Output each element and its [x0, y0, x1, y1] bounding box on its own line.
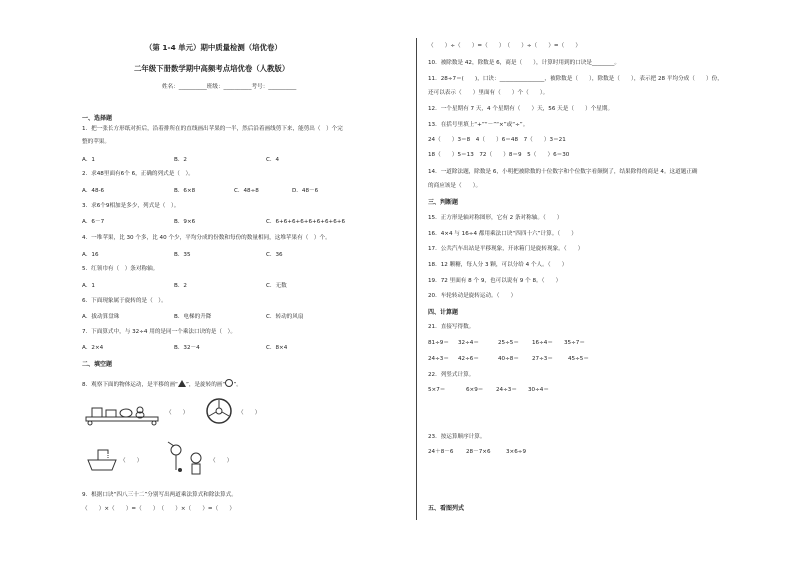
paper-title: （第 1-4 单元）期中质量检测（培优卷）	[145, 43, 282, 52]
q2: 2．求48里面有6个 6，正确的列式是（ ）。	[82, 171, 194, 177]
q3: 3．求6个9相加是多少，列式是（ ）。	[82, 203, 180, 209]
q5-opt-b: B．2	[174, 283, 187, 289]
section-judge: 三、判断题	[428, 199, 459, 206]
q8	[82, 379, 242, 389]
calc-1: 81÷9＝	[428, 340, 449, 346]
q1-opt-b: B．2	[174, 157, 187, 163]
order-calc-3: 3×6÷9	[506, 449, 527, 455]
q4-opt-b: B．35	[174, 252, 191, 258]
q1-opt-a: A．1	[82, 157, 95, 163]
column-divider	[416, 38, 417, 520]
q21: 21．直接写得数。	[428, 324, 475, 330]
q13-row1: 24（ ）3＝8 4（ ）6＝48 7（ ）3＝21	[428, 137, 566, 143]
calc-7: 42÷6＝	[458, 356, 479, 362]
q7-opt-b: B．32－4	[174, 345, 200, 351]
section-choice: 一、选择题	[82, 115, 113, 122]
conveyor-belt-picture	[84, 400, 164, 426]
q5: 5．红领巾有（ ）条对称轴。	[82, 266, 159, 272]
sink-faucet-picture	[84, 446, 120, 472]
q7-opt-c: C．8×4	[266, 345, 288, 351]
q11: 11．28÷7＝( )，口诀：________________，被除数是（ ），除数是（ ），表示把 28 平均分成（ ）份，	[428, 76, 723, 82]
calc-3: 25÷5＝	[498, 340, 519, 346]
q2-opt-a: A．48-6	[82, 188, 105, 194]
q5-opt-c: C．无数	[266, 283, 287, 289]
q20: 20．车轮转动是旋转运动。（ ）	[428, 293, 517, 299]
q18: 18．12 颗糖，每人分 3 颗，可以分给 4 个人。（ ）	[428, 262, 568, 268]
q15: 15．正方形是轴对称图形，它有 2 条对称轴。（ ）	[428, 215, 563, 221]
q4-opt-a: A．16	[82, 252, 99, 258]
q14: 14．一道除法题，除数是 6，小明把被除数的十位数字和个位数字看颠倒了，结果除得的商是 4。这道题正确	[428, 169, 698, 175]
q12: 12．一个星期有 7 天，4 个星期有（ ）天，56 天是（ ）个星期。	[428, 106, 614, 112]
calc-8: 40÷8＝	[498, 356, 519, 362]
q2-opt-b: B．6×8	[174, 188, 196, 194]
section-picture: 五、看图列式	[428, 505, 465, 512]
vertical-calc-1: 5×7＝	[428, 387, 446, 393]
paper-subtitle: 二年级下册数学期中高频考点培优卷（人教版）	[134, 64, 290, 73]
q8-text-end: ”。	[233, 382, 242, 388]
q13-row2: 18（ ）5＝13 72（ ）8＝9 5（ ）6＝30	[428, 152, 570, 158]
vertical-calc-3: 24÷3＝	[496, 387, 517, 393]
q1-cont: 整的苹果。	[82, 139, 110, 145]
q3-opt-c: C．6+6+6+6+6+6+6+6+6	[266, 219, 346, 225]
q3-opt-a: A．6－7	[82, 219, 105, 225]
q2-opt-c: C．48÷8	[234, 188, 259, 194]
student-info: 姓名：__________班级：__________考号：__________	[162, 84, 297, 90]
q14-cont: 的商应该是（ ）。	[428, 183, 482, 189]
q9-blanks-div[interactable]: （ ）÷（ ）=（ ） （ ）÷（ ）=（ ）	[428, 43, 581, 49]
q7: 7．下面算式中，与 32÷4 用的是同一个乘法口诀的是（ ）。	[82, 329, 236, 335]
q4: 4．一堆苹果，比 30 个多，比 40 个少，平均分成的份数和每份的数量相同，这堆苹果有（ ）个。	[82, 235, 331, 241]
q19: 19．72 里面有 8 个 9，也可以说有 9 个 8。（ ）	[428, 278, 562, 284]
q10: 10．被除数是 42，除数是 6，商是（ ），计算时用到的口诀是________。	[428, 60, 620, 66]
q6-opt-b: B．电梯的升降	[174, 314, 212, 320]
q6-opt-c: C．转动的风扇	[266, 314, 304, 320]
order-calc-2: 28－7×6	[466, 449, 491, 455]
q23: 23．按运算顺序计算。	[428, 434, 486, 440]
calc-6: 24÷3＝	[428, 356, 449, 362]
q8-text: 8．观察下面的物体运动，是平移的画“	[82, 382, 178, 388]
q6-opt-a: A．拔动算盘珠	[82, 314, 120, 320]
section-calc: 四、计算题	[428, 309, 459, 316]
q11-cont: 还可以表示（ ）里面有（ ）个（ ）。	[428, 90, 549, 96]
q13: 13．在括号里填上“+”“－”“×”或“÷”。	[428, 122, 529, 128]
steering-wheel-picture	[204, 396, 234, 426]
q1: 1．把一张长方形纸对折后，沿着排所在的直线画出苹果的一半，然后沿着画线剪下来，能剪出（ ）个完	[82, 126, 343, 132]
q22: 22．列竖式计算。	[428, 372, 475, 378]
q4-opt-c: C．36	[266, 252, 283, 258]
q8-blank-1[interactable]: （ ）	[166, 410, 189, 416]
calc-4: 16÷4＝	[532, 340, 553, 346]
q2-opt-d: D．48－6	[292, 188, 319, 194]
q8-blank-2[interactable]: （ ）	[238, 410, 261, 416]
q17: 17．公共汽车出站是平移现象，开冰箱门是旋转现象。（ ）	[428, 246, 584, 252]
pulley-child-picture	[166, 440, 206, 476]
calc-2: 32÷4＝	[458, 340, 479, 346]
q8-blank-3[interactable]: （ ）	[120, 458, 143, 464]
q8-blank-4[interactable]: （ ）	[210, 458, 233, 464]
q8-text-mid: ”，是旋转的画“	[185, 382, 226, 388]
q5-opt-a: A．1	[82, 283, 95, 289]
section-fill: 二、填空题	[82, 361, 113, 368]
order-calc-1: 24＋8－6	[428, 449, 454, 455]
calc-5: 35÷7＝	[564, 340, 585, 346]
q9-blanks-mult[interactable]: （ ）×（ ）=（ ） （ ）×（ ）=（ ）	[82, 506, 235, 512]
q6: 6．下面现象属于旋转的是（ ）。	[82, 298, 167, 304]
q9: 9．根据口诀“四八三十二”分别写出两道乘法算式和除法算式。	[82, 492, 237, 498]
q7-opt-a: A．2×4	[82, 345, 104, 351]
calc-10: 45÷5＝	[568, 356, 589, 362]
q3-opt-b: B．9×6	[174, 219, 196, 225]
vertical-calc-2: 6×9＝	[466, 387, 484, 393]
q1-opt-c: C．4	[266, 157, 280, 163]
triangle-icon	[178, 380, 186, 387]
calc-9: 27÷3＝	[532, 356, 553, 362]
vertical-calc-4: 30÷4＝	[528, 387, 549, 393]
q16: 16．4×4 与 16÷4 都用乘法口诀“四四十六”计算。（ ）	[428, 231, 577, 237]
